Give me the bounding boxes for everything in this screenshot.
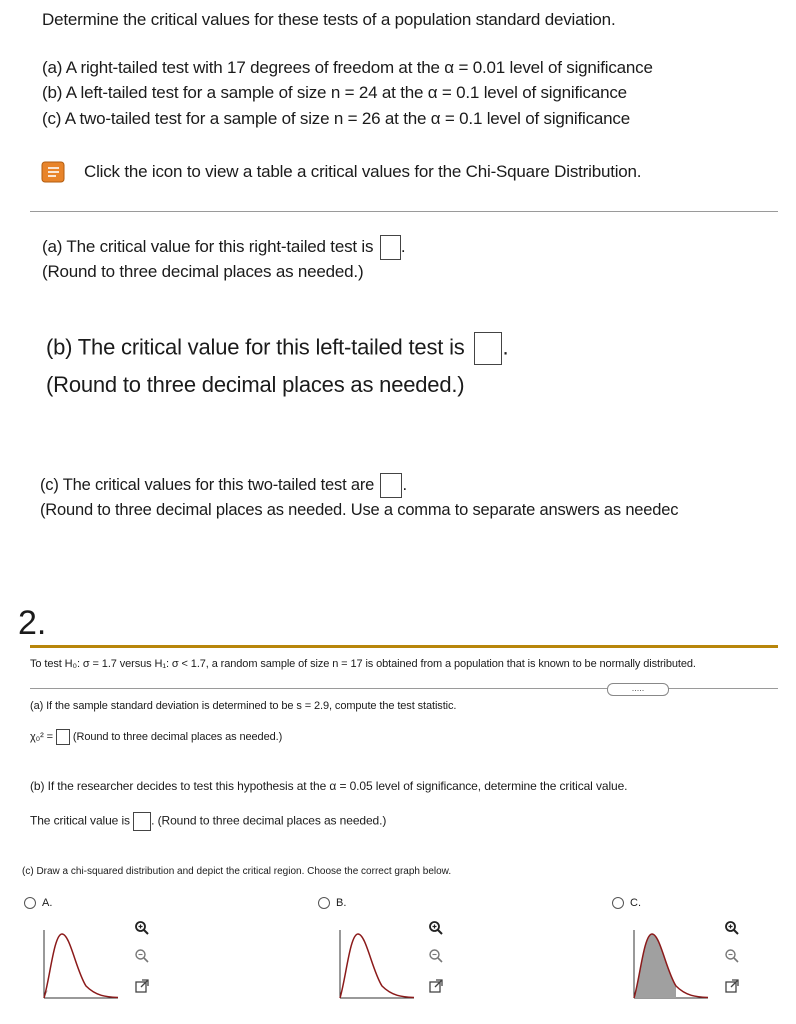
- answer-c-input[interactable]: [380, 473, 402, 498]
- critical-value-label: The critical value is: [30, 813, 130, 828]
- option-a-label: A.: [42, 897, 53, 909]
- question-2c-prompt: (c) Draw a chi-squared distribution and depict the critical region. Choose the correct graph below.: [22, 866, 452, 877]
- expand-button[interactable]: .....: [607, 683, 669, 696]
- zoom-out-icon[interactable]: [428, 948, 444, 964]
- problem-number: 2.: [18, 604, 47, 642]
- question-c-prompt: (c) The critical values for this two-tailed test are: [40, 475, 375, 494]
- question-a-hint: (Round to three decimal places as needed.): [42, 262, 364, 281]
- option-a-radio[interactable]: [24, 897, 52, 909]
- question-2b-answer-line: The critical value is . (Round to three decimal places as needed.): [30, 812, 386, 831]
- item-b-text: (b) A left-tailed test for a sample of size n = 24 at the α = 0.1 level of significance: [42, 83, 627, 102]
- option-b-label: B.: [336, 897, 347, 909]
- problem-header: Determine the critical values for these tests of a population standard deviation.: [42, 10, 616, 29]
- option-c-label: C.: [630, 897, 641, 909]
- answer-a-input[interactable]: [380, 235, 401, 260]
- chi-square-table-link[interactable]: Click the icon to view a table a critical values for the Chi-Square Distribution.: [84, 162, 642, 181]
- zoom-in-icon[interactable]: [134, 920, 150, 936]
- question-2a-answer-line: [30, 729, 282, 745]
- question-a-prompt: (a) The critical value for this right-tailed test is: [42, 236, 374, 256]
- option-c-graph: [630, 928, 710, 1002]
- test-statistic-label: χ₀² =: [30, 730, 53, 743]
- gold-divider: [30, 645, 778, 648]
- question-2b-prompt: (b) If the researcher decides to test this hypothesis at the α = 0.05 level of significance, determine the critical value.: [30, 779, 628, 793]
- zoom-out-icon[interactable]: [724, 948, 740, 964]
- option-b-radio[interactable]: [318, 897, 346, 909]
- zoom-out-icon[interactable]: [134, 948, 150, 964]
- hypothesis-intro: To test H₀: σ = 1.7 versus H₁: σ < 1.7, a random sample of size n = 17 is obtained from a population that is known to be normally distributed.: [30, 658, 696, 670]
- critical-value-input[interactable]: [133, 812, 151, 831]
- item-a-text: (a) A right-tailed test with 17 degrees of freedom at the α = 0.01 level of significance: [42, 58, 653, 77]
- question-2a-prompt: (a) If the sample standard deviation is determined to be s = 2.9, compute the test statistic.: [30, 700, 457, 712]
- zoom-in-icon[interactable]: [724, 920, 740, 936]
- answer-b-input[interactable]: [474, 332, 502, 365]
- question-b: (b) The critical value for this left-tailed test is .: [46, 332, 508, 365]
- question-b-prompt: (b) The critical value for this left-tailed test is: [46, 334, 465, 360]
- option-a-graph: [40, 928, 120, 1002]
- option-c-radio[interactable]: [612, 897, 641, 909]
- question-2b-hint: (Round to three decimal places as needed.): [157, 813, 387, 828]
- option-b-graph: [336, 928, 416, 1002]
- question-c-hint: (Round to three decimal places as needed. Use a comma to separate answers as needec: [40, 501, 679, 519]
- question-2a-hint: (Round to three decimal places as needed.): [72, 730, 283, 743]
- question-b-hint: (Round to three decimal places as needed.): [46, 372, 465, 397]
- question-a: (a) The critical value for this right-tailed test is .: [42, 235, 405, 260]
- question-c: (c) The critical values for this two-tailed test are .: [40, 473, 407, 498]
- popout-icon[interactable]: [428, 978, 444, 994]
- popout-icon[interactable]: [134, 978, 150, 994]
- test-statistic-input[interactable]: [56, 729, 70, 745]
- book-icon[interactable]: [40, 160, 66, 184]
- item-c-text: (c) A two-tailed test for a sample of size n = 26 at the α = 0.1 level of significance: [42, 109, 630, 128]
- zoom-in-icon[interactable]: [428, 920, 444, 936]
- popout-icon[interactable]: [724, 978, 740, 994]
- divider: [30, 211, 778, 212]
